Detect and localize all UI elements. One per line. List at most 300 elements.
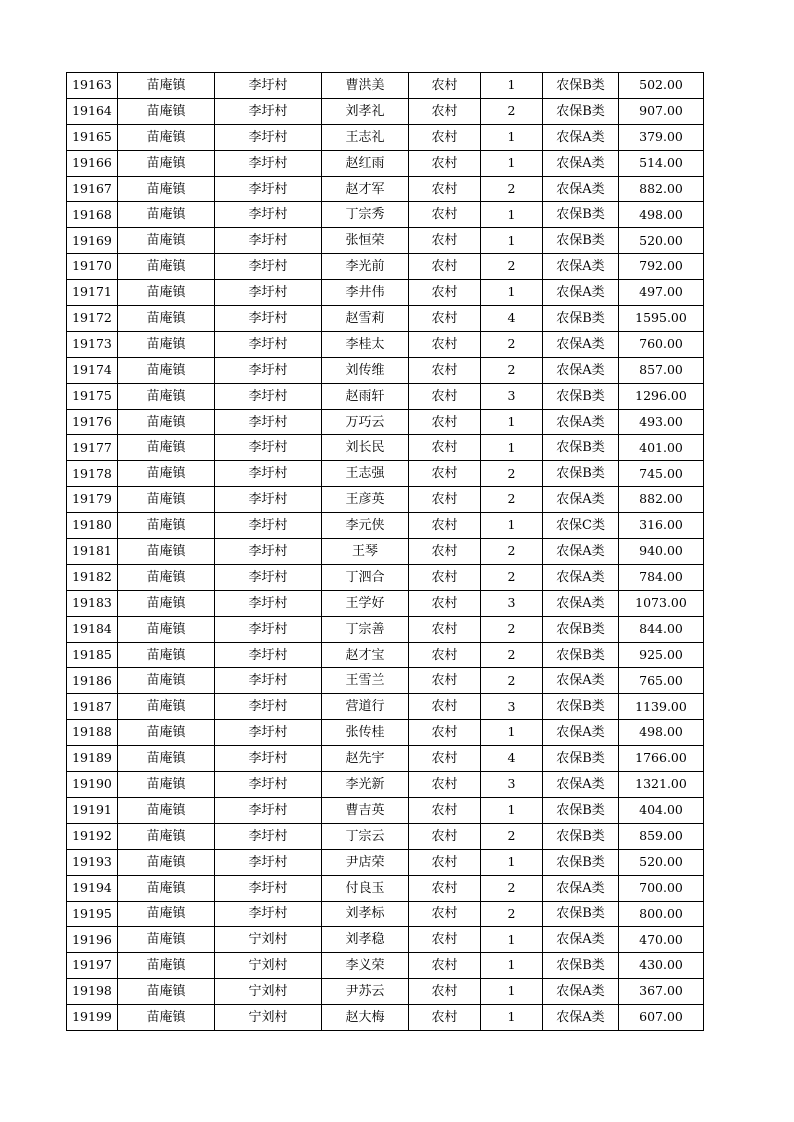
village-cell: 李圩村 <box>215 124 322 150</box>
village-cell: 李圩村 <box>215 772 322 798</box>
name-cell: 王琴 <box>322 539 409 565</box>
area-type-cell: 农村 <box>409 435 481 461</box>
record-id-cell: 19169 <box>67 228 118 254</box>
village-cell: 李圩村 <box>215 616 322 642</box>
records-table <box>66 72 704 1031</box>
area-type-cell: 农村 <box>409 487 481 513</box>
member-count-cell: 2 <box>481 487 543 513</box>
town-cell: 苗庵镇 <box>118 1005 215 1031</box>
village-cell: 李圩村 <box>215 875 322 901</box>
town-cell: 苗庵镇 <box>118 98 215 124</box>
town-cell: 苗庵镇 <box>118 228 215 254</box>
village-cell: 李圩村 <box>215 331 322 357</box>
member-count-cell: 2 <box>481 357 543 383</box>
record-id-cell: 19181 <box>67 539 118 565</box>
area-type-cell: 农村 <box>409 642 481 668</box>
insurance-type-cell: 农保A类 <box>543 409 619 435</box>
record-id-cell: 19173 <box>67 331 118 357</box>
village-cell: 李圩村 <box>215 746 322 772</box>
name-cell: 刘孝标 <box>322 901 409 927</box>
insurance-type-cell: 农保A类 <box>543 564 619 590</box>
insurance-type-cell: 农保B类 <box>543 953 619 979</box>
village-cell: 李圩村 <box>215 383 322 409</box>
insurance-type-cell: 农保A类 <box>543 487 619 513</box>
insurance-type-cell: 农保B类 <box>543 435 619 461</box>
area-type-cell: 农村 <box>409 979 481 1005</box>
record-id-cell: 19178 <box>67 461 118 487</box>
area-type-cell: 农村 <box>409 202 481 228</box>
insurance-type-cell: 农保A类 <box>543 176 619 202</box>
member-count-cell: 3 <box>481 772 543 798</box>
area-type-cell: 农村 <box>409 73 481 99</box>
member-count-cell: 1 <box>481 513 543 539</box>
member-count-cell: 2 <box>481 254 543 280</box>
amount-cell: 745.00 <box>619 461 704 487</box>
table-row <box>67 513 704 539</box>
member-count-cell: 1 <box>481 280 543 306</box>
town-cell: 苗庵镇 <box>118 539 215 565</box>
village-cell: 李圩村 <box>215 461 322 487</box>
town-cell: 苗庵镇 <box>118 487 215 513</box>
area-type-cell: 农村 <box>409 306 481 332</box>
member-count-cell: 1 <box>481 73 543 99</box>
village-cell: 李圩村 <box>215 73 322 99</box>
record-id-cell: 19185 <box>67 642 118 668</box>
member-count-cell: 1 <box>481 124 543 150</box>
record-id-cell: 19187 <box>67 694 118 720</box>
village-cell: 李圩村 <box>215 150 322 176</box>
town-cell: 苗庵镇 <box>118 513 215 539</box>
table-row <box>67 409 704 435</box>
area-type-cell: 农村 <box>409 772 481 798</box>
name-cell: 李光新 <box>322 772 409 798</box>
area-type-cell: 农村 <box>409 124 481 150</box>
member-count-cell: 1 <box>481 435 543 461</box>
table-row <box>67 461 704 487</box>
town-cell: 苗庵镇 <box>118 590 215 616</box>
table-row <box>67 953 704 979</box>
member-count-cell: 3 <box>481 590 543 616</box>
amount-cell: 792.00 <box>619 254 704 280</box>
amount-cell: 760.00 <box>619 331 704 357</box>
table-row <box>67 176 704 202</box>
table-row <box>67 357 704 383</box>
village-cell: 李圩村 <box>215 254 322 280</box>
town-cell: 苗庵镇 <box>118 875 215 901</box>
record-id-cell: 19198 <box>67 979 118 1005</box>
name-cell: 张恒荣 <box>322 228 409 254</box>
village-cell: 李圩村 <box>215 901 322 927</box>
record-id-cell: 19168 <box>67 202 118 228</box>
member-count-cell: 1 <box>481 150 543 176</box>
town-cell: 苗庵镇 <box>118 254 215 280</box>
town-cell: 苗庵镇 <box>118 616 215 642</box>
table-row <box>67 124 704 150</box>
record-id-cell: 19183 <box>67 590 118 616</box>
town-cell: 苗庵镇 <box>118 849 215 875</box>
record-id-cell: 19167 <box>67 176 118 202</box>
amount-cell: 857.00 <box>619 357 704 383</box>
amount-cell: 925.00 <box>619 642 704 668</box>
member-count-cell: 2 <box>481 875 543 901</box>
amount-cell: 907.00 <box>619 98 704 124</box>
amount-cell: 882.00 <box>619 487 704 513</box>
village-cell: 李圩村 <box>215 590 322 616</box>
town-cell: 苗庵镇 <box>118 124 215 150</box>
amount-cell: 859.00 <box>619 823 704 849</box>
village-cell: 宁刘村 <box>215 979 322 1005</box>
record-id-cell: 19176 <box>67 409 118 435</box>
village-cell: 李圩村 <box>215 280 322 306</box>
insurance-type-cell: 农保A类 <box>543 875 619 901</box>
record-id-cell: 19177 <box>67 435 118 461</box>
record-id-cell: 19163 <box>67 73 118 99</box>
village-cell: 李圩村 <box>215 797 322 823</box>
insurance-type-cell: 农保B类 <box>543 306 619 332</box>
record-id-cell: 19172 <box>67 306 118 332</box>
record-id-cell: 19199 <box>67 1005 118 1031</box>
name-cell: 赵红雨 <box>322 150 409 176</box>
amount-cell: 844.00 <box>619 616 704 642</box>
town-cell: 苗庵镇 <box>118 435 215 461</box>
village-cell: 李圩村 <box>215 176 322 202</box>
table-row <box>67 849 704 875</box>
village-cell: 宁刘村 <box>215 1005 322 1031</box>
village-cell: 李圩村 <box>215 642 322 668</box>
amount-cell: 514.00 <box>619 150 704 176</box>
area-type-cell: 农村 <box>409 254 481 280</box>
amount-cell: 498.00 <box>619 720 704 746</box>
amount-cell: 367.00 <box>619 979 704 1005</box>
area-type-cell: 农村 <box>409 849 481 875</box>
record-id-cell: 19184 <box>67 616 118 642</box>
member-count-cell: 2 <box>481 98 543 124</box>
town-cell: 苗庵镇 <box>118 73 215 99</box>
name-cell: 李元侠 <box>322 513 409 539</box>
area-type-cell: 农村 <box>409 927 481 953</box>
insurance-type-cell: 农保A类 <box>543 124 619 150</box>
town-cell: 苗庵镇 <box>118 331 215 357</box>
town-cell: 苗庵镇 <box>118 150 215 176</box>
area-type-cell: 农村 <box>409 564 481 590</box>
member-count-cell: 3 <box>481 694 543 720</box>
area-type-cell: 农村 <box>409 409 481 435</box>
member-count-cell: 2 <box>481 176 543 202</box>
insurance-type-cell: 农保A类 <box>543 254 619 280</box>
name-cell: 付良玉 <box>322 875 409 901</box>
name-cell: 李井伟 <box>322 280 409 306</box>
insurance-type-cell: 农保B类 <box>543 797 619 823</box>
town-cell: 苗庵镇 <box>118 746 215 772</box>
amount-cell: 1321.00 <box>619 772 704 798</box>
member-count-cell: 4 <box>481 306 543 332</box>
amount-cell: 1139.00 <box>619 694 704 720</box>
member-count-cell: 1 <box>481 927 543 953</box>
record-id-cell: 19190 <box>67 772 118 798</box>
village-cell: 李圩村 <box>215 564 322 590</box>
village-cell: 李圩村 <box>215 202 322 228</box>
area-type-cell: 农村 <box>409 513 481 539</box>
record-id-cell: 19197 <box>67 953 118 979</box>
town-cell: 苗庵镇 <box>118 409 215 435</box>
table-row <box>67 487 704 513</box>
amount-cell: 497.00 <box>619 280 704 306</box>
town-cell: 苗庵镇 <box>118 823 215 849</box>
table-row <box>67 73 704 99</box>
table-row <box>67 901 704 927</box>
town-cell: 苗庵镇 <box>118 797 215 823</box>
table-row <box>67 228 704 254</box>
area-type-cell: 农村 <box>409 668 481 694</box>
insurance-type-cell: 农保B类 <box>543 202 619 228</box>
town-cell: 苗庵镇 <box>118 772 215 798</box>
insurance-type-cell: 农保B类 <box>543 98 619 124</box>
table-row <box>67 720 704 746</box>
record-id-cell: 19165 <box>67 124 118 150</box>
table-row <box>67 331 704 357</box>
amount-cell: 1766.00 <box>619 746 704 772</box>
area-type-cell: 农村 <box>409 616 481 642</box>
town-cell: 苗庵镇 <box>118 642 215 668</box>
record-id-cell: 19193 <box>67 849 118 875</box>
record-id-cell: 19180 <box>67 513 118 539</box>
table-row <box>67 1005 704 1031</box>
village-cell: 李圩村 <box>215 435 322 461</box>
name-cell: 丁泗合 <box>322 564 409 590</box>
area-type-cell: 农村 <box>409 228 481 254</box>
records-table-body <box>67 73 704 1031</box>
insurance-type-cell: 农保B类 <box>543 73 619 99</box>
record-id-cell: 19191 <box>67 797 118 823</box>
name-cell: 万巧云 <box>322 409 409 435</box>
member-count-cell: 2 <box>481 642 543 668</box>
village-cell: 李圩村 <box>215 720 322 746</box>
village-cell: 李圩村 <box>215 513 322 539</box>
insurance-type-cell: 农保A类 <box>543 1005 619 1031</box>
town-cell: 苗庵镇 <box>118 176 215 202</box>
amount-cell: 401.00 <box>619 435 704 461</box>
area-type-cell: 农村 <box>409 953 481 979</box>
insurance-type-cell: 农保A类 <box>543 150 619 176</box>
amount-cell: 882.00 <box>619 176 704 202</box>
table-row <box>67 435 704 461</box>
insurance-type-cell: 农保A类 <box>543 668 619 694</box>
town-cell: 苗庵镇 <box>118 461 215 487</box>
insurance-type-cell: 农保B类 <box>543 383 619 409</box>
member-count-cell: 1 <box>481 979 543 1005</box>
name-cell: 赵才宝 <box>322 642 409 668</box>
member-count-cell: 1 <box>481 849 543 875</box>
name-cell: 刘孝礼 <box>322 98 409 124</box>
insurance-type-cell: 农保A类 <box>543 280 619 306</box>
name-cell: 刘孝稳 <box>322 927 409 953</box>
insurance-type-cell: 农保B类 <box>543 823 619 849</box>
member-count-cell: 4 <box>481 746 543 772</box>
table-row <box>67 797 704 823</box>
town-cell: 苗庵镇 <box>118 694 215 720</box>
village-cell: 李圩村 <box>215 98 322 124</box>
member-count-cell: 1 <box>481 228 543 254</box>
record-id-cell: 19188 <box>67 720 118 746</box>
village-cell: 李圩村 <box>215 409 322 435</box>
area-type-cell: 农村 <box>409 331 481 357</box>
town-cell: 苗庵镇 <box>118 306 215 332</box>
town-cell: 苗庵镇 <box>118 202 215 228</box>
town-cell: 苗庵镇 <box>118 901 215 927</box>
amount-cell: 700.00 <box>619 875 704 901</box>
insurance-type-cell: 农保B类 <box>543 642 619 668</box>
table-row <box>67 202 704 228</box>
village-cell: 李圩村 <box>215 306 322 332</box>
insurance-type-cell: 农保B类 <box>543 694 619 720</box>
area-type-cell: 农村 <box>409 98 481 124</box>
amount-cell: 493.00 <box>619 409 704 435</box>
amount-cell: 316.00 <box>619 513 704 539</box>
village-cell: 李圩村 <box>215 357 322 383</box>
name-cell: 营道行 <box>322 694 409 720</box>
record-id-cell: 19192 <box>67 823 118 849</box>
town-cell: 苗庵镇 <box>118 357 215 383</box>
area-type-cell: 农村 <box>409 1005 481 1031</box>
insurance-type-cell: 农保B类 <box>543 616 619 642</box>
member-count-cell: 2 <box>481 901 543 927</box>
member-count-cell: 1 <box>481 953 543 979</box>
table-row <box>67 979 704 1005</box>
village-cell: 李圩村 <box>215 823 322 849</box>
town-cell: 苗庵镇 <box>118 979 215 1005</box>
amount-cell: 520.00 <box>619 849 704 875</box>
table-row <box>67 98 704 124</box>
table-row <box>67 772 704 798</box>
amount-cell: 470.00 <box>619 927 704 953</box>
name-cell: 尹苏云 <box>322 979 409 1005</box>
amount-cell: 940.00 <box>619 539 704 565</box>
insurance-type-cell: 农保A类 <box>543 772 619 798</box>
member-count-cell: 2 <box>481 331 543 357</box>
name-cell: 丁宗秀 <box>322 202 409 228</box>
table-row <box>67 383 704 409</box>
amount-cell: 607.00 <box>619 1005 704 1031</box>
insurance-type-cell: 农保A类 <box>543 357 619 383</box>
village-cell: 李圩村 <box>215 668 322 694</box>
village-cell: 李圩村 <box>215 228 322 254</box>
amount-cell: 1595.00 <box>619 306 704 332</box>
name-cell: 赵先宇 <box>322 746 409 772</box>
insurance-type-cell: 农保A类 <box>543 331 619 357</box>
village-cell: 宁刘村 <box>215 927 322 953</box>
member-count-cell: 1 <box>481 1005 543 1031</box>
member-count-cell: 2 <box>481 564 543 590</box>
member-count-cell: 2 <box>481 668 543 694</box>
area-type-cell: 农村 <box>409 150 481 176</box>
name-cell: 李义荣 <box>322 953 409 979</box>
record-id-cell: 19166 <box>67 150 118 176</box>
amount-cell: 502.00 <box>619 73 704 99</box>
record-id-cell: 19189 <box>67 746 118 772</box>
area-type-cell: 农村 <box>409 383 481 409</box>
name-cell: 王志强 <box>322 461 409 487</box>
name-cell: 刘传维 <box>322 357 409 383</box>
table-row <box>67 590 704 616</box>
amount-cell: 800.00 <box>619 901 704 927</box>
table-row <box>67 823 704 849</box>
insurance-type-cell: 农保B类 <box>543 461 619 487</box>
record-id-cell: 19194 <box>67 875 118 901</box>
area-type-cell: 农村 <box>409 823 481 849</box>
table-row <box>67 875 704 901</box>
member-count-cell: 1 <box>481 409 543 435</box>
member-count-cell: 2 <box>481 539 543 565</box>
amount-cell: 430.00 <box>619 953 704 979</box>
amount-cell: 765.00 <box>619 668 704 694</box>
insurance-type-cell: 农保A类 <box>543 539 619 565</box>
insurance-type-cell: 农保C类 <box>543 513 619 539</box>
insurance-type-cell: 农保A类 <box>543 927 619 953</box>
name-cell: 王彦英 <box>322 487 409 513</box>
amount-cell: 784.00 <box>619 564 704 590</box>
amount-cell: 520.00 <box>619 228 704 254</box>
table-row <box>67 150 704 176</box>
name-cell: 刘长民 <box>322 435 409 461</box>
area-type-cell: 农村 <box>409 461 481 487</box>
record-id-cell: 19182 <box>67 564 118 590</box>
area-type-cell: 农村 <box>409 590 481 616</box>
area-type-cell: 农村 <box>409 901 481 927</box>
name-cell: 王学好 <box>322 590 409 616</box>
name-cell: 王雪兰 <box>322 668 409 694</box>
town-cell: 苗庵镇 <box>118 668 215 694</box>
member-count-cell: 1 <box>481 202 543 228</box>
area-type-cell: 农村 <box>409 280 481 306</box>
area-type-cell: 农村 <box>409 694 481 720</box>
name-cell: 李光前 <box>322 254 409 280</box>
table-row <box>67 694 704 720</box>
table-row <box>67 668 704 694</box>
table-row <box>67 280 704 306</box>
town-cell: 苗庵镇 <box>118 927 215 953</box>
town-cell: 苗庵镇 <box>118 383 215 409</box>
name-cell: 丁宗云 <box>322 823 409 849</box>
village-cell: 宁刘村 <box>215 953 322 979</box>
name-cell: 李桂太 <box>322 331 409 357</box>
amount-cell: 1296.00 <box>619 383 704 409</box>
record-id-cell: 19164 <box>67 98 118 124</box>
table-row <box>67 539 704 565</box>
insurance-type-cell: 农保A类 <box>543 590 619 616</box>
record-id-cell: 19196 <box>67 927 118 953</box>
name-cell: 王志礼 <box>322 124 409 150</box>
name-cell: 曹吉英 <box>322 797 409 823</box>
name-cell: 赵大梅 <box>322 1005 409 1031</box>
area-type-cell: 农村 <box>409 720 481 746</box>
name-cell: 曹洪美 <box>322 73 409 99</box>
area-type-cell: 农村 <box>409 797 481 823</box>
member-count-cell: 3 <box>481 383 543 409</box>
member-count-cell: 2 <box>481 461 543 487</box>
amount-cell: 498.00 <box>619 202 704 228</box>
member-count-cell: 2 <box>481 823 543 849</box>
name-cell: 张传桂 <box>322 720 409 746</box>
table-row <box>67 564 704 590</box>
village-cell: 李圩村 <box>215 849 322 875</box>
area-type-cell: 农村 <box>409 176 481 202</box>
insurance-type-cell: 农保B类 <box>543 228 619 254</box>
table-row <box>67 642 704 668</box>
area-type-cell: 农村 <box>409 746 481 772</box>
record-id-cell: 19174 <box>67 357 118 383</box>
insurance-type-cell: 农保B类 <box>543 746 619 772</box>
table-row <box>67 616 704 642</box>
